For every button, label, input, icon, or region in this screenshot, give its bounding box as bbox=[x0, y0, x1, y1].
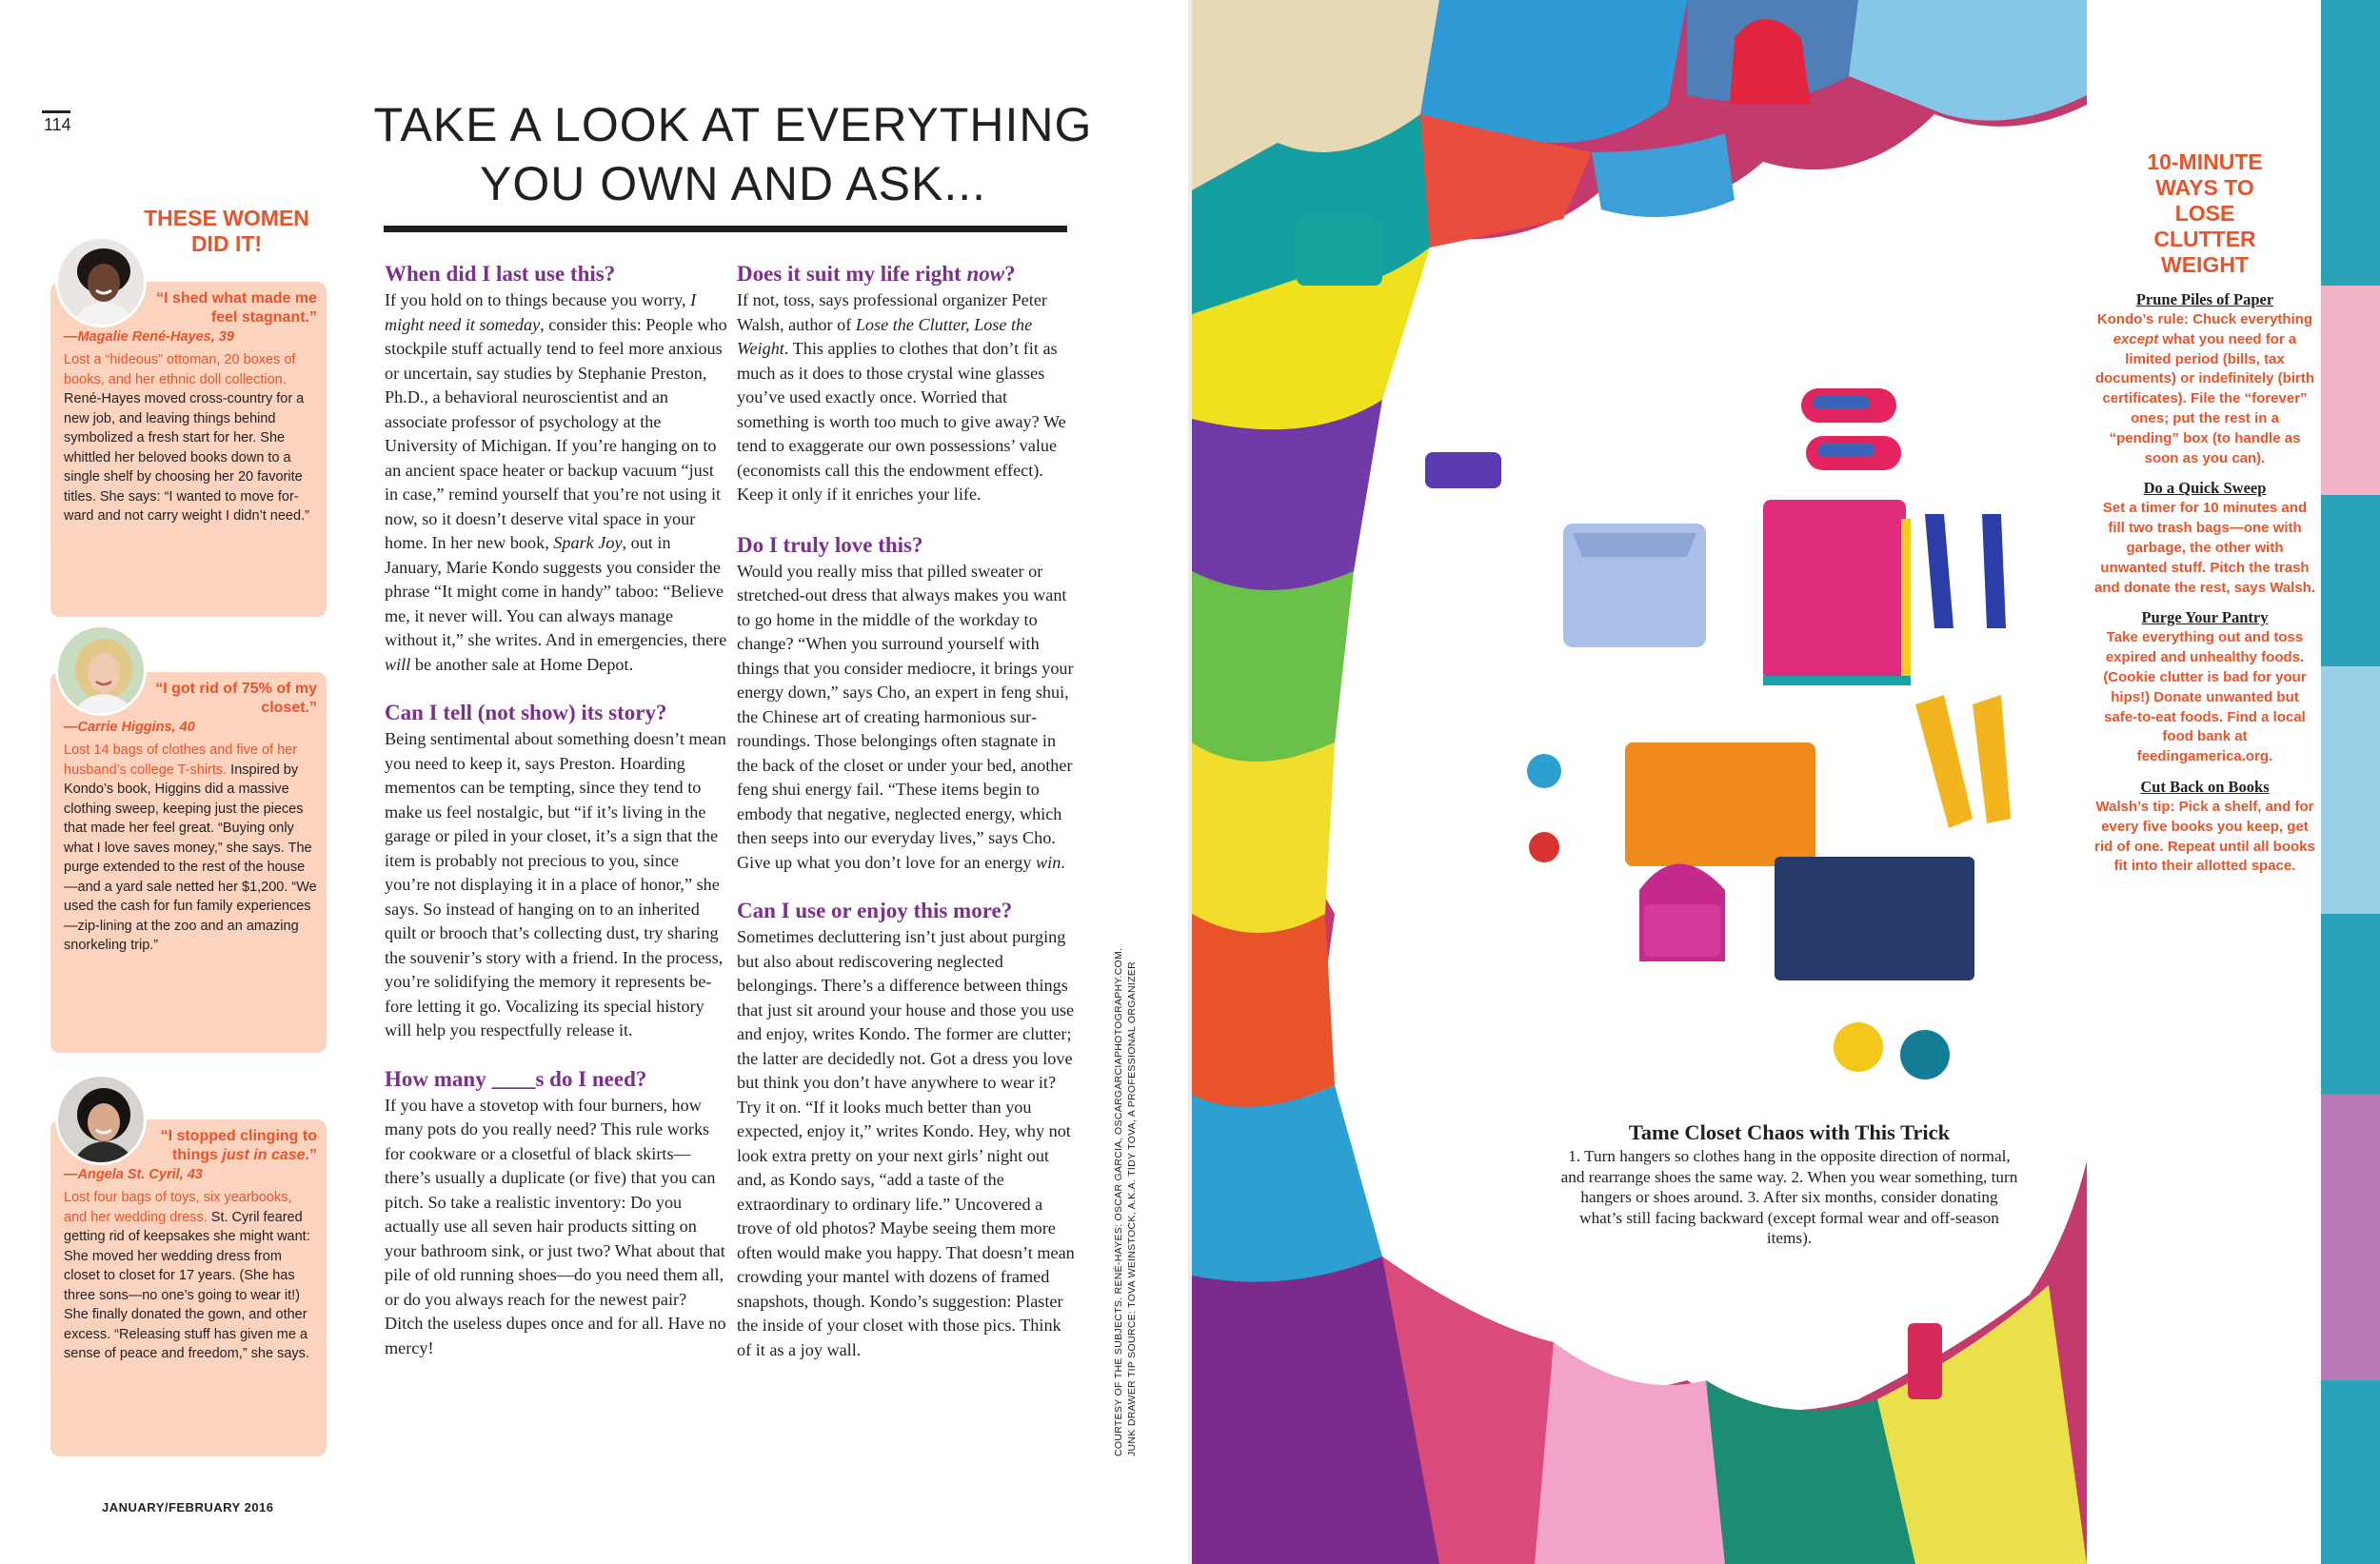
section-heading-use-more: Can I use or enjoy this more? bbox=[737, 899, 1013, 922]
headline-line-2: YOU OWN AND ASK... bbox=[480, 157, 986, 210]
section-heading-story: Can I tell (not show) its story? bbox=[385, 701, 667, 724]
teal-bag bbox=[1297, 219, 1382, 286]
red-phone-case bbox=[1908, 1323, 1942, 1399]
body-emphasis: win bbox=[1036, 852, 1061, 872]
section-heading-love: Do I truly love this? bbox=[737, 532, 923, 557]
profile-story-lead: Lost a “hideous” ottoman, 20 boxes of books, and her ethnic doll collection. bbox=[64, 352, 296, 387]
folded-sweaters bbox=[1763, 500, 1906, 681]
profile-story-lead: Lost four bags of toys, six yearbooks, and her wedding dress. bbox=[64, 1190, 292, 1225]
body-text: If not, toss, says professional organizer Peter Walsh, author of bbox=[737, 290, 1047, 334]
tip-heading-pantry: Purge Your Pantry bbox=[2141, 608, 2269, 627]
profile-story bbox=[64, 350, 317, 526]
jeans bbox=[1775, 857, 1974, 980]
closet-trick-box bbox=[1558, 1119, 2020, 1249]
section-heading-suit-life bbox=[737, 261, 1080, 287]
avatar-higgins bbox=[55, 624, 147, 716]
profile-card-higgins bbox=[50, 672, 327, 1053]
teal-scarf bbox=[1900, 1030, 1950, 1079]
tip-heading-paper: Prune Piles of Paper bbox=[2135, 290, 2274, 308]
tip-heading-books: Cut Back on Books bbox=[2140, 777, 2270, 796]
section-body-use-more: Sometimes decluttering isn’t just about purging but also about rediscovering neglected belongings. There’s a difference between things that just sit around your house and those you use and enjoy, writes Kondo. The former are clutter; the latter are decidedly not. Got a dress you love but think you don’t have anywhere to wear it? Try it on. “If it looks much better than you expected, enjoy it,” writes Kondo. Hey, why not look extra pretty on your next girls’ night out and, as Kondo says, “add a taste of the extraordinary to ordinary life.” Uncovered a trove of old photos? Maybe seeing them more often would make you happy. That doesn’t mean crowding your mantel with dozens of framed snapshots, though. Kondo’s suggestion: Plaster the inside of your closet with those pics. Think of it as a joy wall. bbox=[737, 927, 1075, 1359]
profile-quote-text: “I stopped clinging to things bbox=[160, 1128, 317, 1163]
headline-rule bbox=[384, 226, 1067, 232]
right-page bbox=[1192, 0, 2380, 1564]
page-headline bbox=[371, 95, 1095, 213]
tips-title-line: WAYS TO bbox=[2155, 175, 2254, 200]
tip-body-sweep: Set a timer for 10 minutes and fill two trash bags—one with garbage, the other with unwanted stuff. Pitch the trash and donate the rest, says Walsh. bbox=[2094, 500, 2316, 596]
avatar-rene-hayes bbox=[55, 236, 147, 327]
profile-byline: —Magalie René-Hayes, 39 bbox=[64, 329, 234, 345]
blue-bracelet bbox=[1527, 754, 1561, 788]
photo-credit bbox=[1112, 942, 1139, 1456]
profile-quote: “I shed what made me feel stagnant.” bbox=[156, 290, 317, 326]
closet-trick-title: Tame Closet Chaos with This Trick bbox=[1628, 1120, 1951, 1144]
closet-trick-body: 1. Turn hangers so clothes hang in the opposite direction of normal, and rearrange shoes the same way. 2. When you wear something, turn hangers or shoes around. 3. After six months, consider donating what’s still facing backward (except formal wear and off-season items). bbox=[1560, 1147, 2018, 1247]
body-book-title: Spark Joy bbox=[553, 533, 623, 552]
orange-pants bbox=[1625, 742, 1815, 866]
profile-quote: “I got rid of 75% of my closet.” bbox=[155, 681, 317, 716]
left-page bbox=[0, 0, 1188, 1564]
body-text: be another sale at Home Depot. bbox=[410, 654, 634, 674]
profile-quote-end: .” bbox=[305, 1147, 317, 1163]
yellow-scarf bbox=[1834, 1022, 1883, 1072]
sidebar-title bbox=[112, 206, 341, 257]
profile-story bbox=[64, 741, 317, 956]
section-heading-how-many: How many ____s do I need? bbox=[385, 1066, 647, 1091]
red-bangles bbox=[1529, 832, 1559, 862]
sidebar-title-line-1: THESE WOMEN bbox=[144, 206, 309, 230]
profile-story-text: Inspired by Kondo’s book, Higgins did a massive clothing sweep, keeping just the pieces that made her feel great. “Buying only what I love saves money,” she says. The purge extended to the rest of the house—and a yard sale netted her $1,200. “We used the cash for fun family experiences—zip-lining at the zoo and an amazing snorkeling trip.” bbox=[64, 762, 317, 953]
page-number: 114 bbox=[44, 115, 71, 134]
body-text: If you hold on to things because you worry, bbox=[385, 290, 691, 309]
body-text: . bbox=[1061, 852, 1065, 872]
tips-title-line: WEIGHT bbox=[2161, 252, 2249, 277]
tip-text: what you need for a limited period (bills, tax documents) or indefinitely (birth certificates). File the “forever” ones; put the rest in a “pending” box (to handle as soon as you can). bbox=[2094, 330, 2314, 466]
tip-body-paper bbox=[2094, 310, 2315, 468]
tip-text: Kondo’s rule: Chuck everything bbox=[2096, 311, 2313, 327]
section-body-how-many: If you have a stovetop with four burners, how many pots do you really need? This rule works for cookware or a closetful of black skirts—there’s usually a duplicate (or five) that you can pitch. So take a realistic inventory: Do you actually use all seven hair products sitting on your bathroom sink, or just two? What about that pile of old running shoes—do you need them all, or do you always reach for the newest pair? Ditch the useless dupes once and for all. Have no mercy! bbox=[385, 1095, 726, 1357]
tips-list bbox=[2094, 289, 2315, 886]
tips-title bbox=[2092, 149, 2317, 278]
issue-date-footer: JANUARY/FEBRUARY 2016 bbox=[102, 1500, 274, 1515]
tip-body-books: Walsh’s tip: Pick a shelf, and for every five books you keep, get rid of one. Repeat until all books fit into their allotted space. bbox=[2094, 798, 2315, 875]
profile-byline: —Carrie Higgins, 40 bbox=[64, 720, 195, 735]
body-text: . This applies to clothes that don’t fit as much as it does to those crystal wine glasses you’ve used exactly once. Worried that something is worth too much to give away? We tend to exaggerate our own possessions’ value (economists call this the endowment effect). Keep it only if it enriches your life. bbox=[737, 339, 1066, 504]
profile-story-text: René-Hayes moved cross-country for a new job, and leaving things behind symbolized a fresh start for her. She whittled her beloved books down to a single shelf by choosing her 20 favorite titles. She says: “I wanted to move forward and not carry weight I didn’t need.” bbox=[64, 391, 309, 524]
body-text: , out in January, Marie Kondo suggests you consider the phrase “It might come in handy” taboo: “Believe me, it never will. You can always manage without it,” she writes. And in emergencies, there bbox=[385, 533, 727, 649]
profile-story-lead: Lost 14 bags of clothes and five of her husband’s college T-shirts. bbox=[64, 742, 298, 778]
sidebar-title-line-2: DID IT! bbox=[190, 231, 263, 256]
section-body-love bbox=[737, 560, 1080, 876]
photo-credit-line-2: JUNK DRAWER TIP SOURCE: TOVA WEINSTOCK, A.K.A. TIDY TOVA, A PROFESSIONAL ORGANIZER bbox=[1126, 961, 1138, 1456]
body-emphasis: will bbox=[385, 654, 411, 674]
section-heading-last-use: When did I last use this? bbox=[385, 262, 616, 286]
profile-card-st-cyril bbox=[50, 1119, 327, 1456]
tips-title-line: LOSE bbox=[2174, 201, 2235, 226]
avatar-st-cyril bbox=[55, 1074, 147, 1165]
body-text: Would you really miss that pilled sweater or stretched-out dress that always makes you want to go home in the middle of the workday to change? “When you surround yourself with things that you consider mediocre, it brings your energy down,” says Cho, an expert in feng shui, the Chinese art of creating harmonious surroundings. Those belongings often stagnate in the back of the closet or under your bed, another feng shui energy fail. “These items begin to embody that negative, neglected energy, which then seeps into our everyday lives,” says Cho. Give up what you don’t love for an energy bbox=[737, 561, 1074, 872]
page-number-rule bbox=[42, 110, 70, 113]
tips-title-line: CLUTTER bbox=[2153, 227, 2256, 251]
body-emphasis: I might need it someday bbox=[385, 290, 697, 334]
section-body-suit-life bbox=[737, 288, 1080, 507]
section-body-last-use bbox=[385, 288, 727, 677]
profile-quote-emphasis: just in case bbox=[222, 1147, 306, 1163]
section-body-story: Being sentimental about something doesn’t mean you need to keep it, says Preston. Hoarding mementos can be tempting, since they tend to make us feel nostalgic, but “if it’s living in the garage or piled in your closet, it’s a sign that the item is probably not precious to you, since you’re not displaying it in a place of honor,” she says. So instead of hanging on to an inherited quilt or brooch that’s collecting dust, try sharing the souvenir’s story with a friend. In the process, you’re solidifying the memory it represents before letting it go. Vocalizing its special history will help you respectfully release it. bbox=[385, 729, 726, 1039]
body-book-title: Lose the Clutter, Lose the Weight bbox=[737, 314, 1033, 358]
profile-card-rene-hayes bbox=[50, 282, 327, 617]
heading-text: Does it suit my life right bbox=[737, 262, 967, 286]
article-column-2 bbox=[737, 261, 1080, 1362]
profile-story bbox=[64, 1188, 317, 1364]
photo-credit-line-1: COURTESY OF THE SUBJECTS. RENÉ-HAYES: OSCAR GARCIA, OSCARGARCIAPHOTOGRAPHY.COM. bbox=[1113, 947, 1124, 1456]
heading-emphasis: now bbox=[966, 262, 1005, 286]
tips-title-line: 10-MINUTE bbox=[2147, 149, 2263, 174]
tip-heading-sweep: Do a Quick Sweep bbox=[2143, 479, 2267, 498]
article-column-1 bbox=[385, 261, 727, 1360]
tip-emphasis: except bbox=[2112, 330, 2159, 347]
tip-body-pantry: Take everything out and toss expired and unhealthy foods. (Cookie clutter is bad for your hips!) Donate unwanted but safe-to-eat foods. Find a local food bank at feedingamerica.org. bbox=[2103, 629, 2307, 765]
purple-clutch bbox=[1425, 452, 1501, 488]
profile-story-text: St. Cyril feared getting rid of keepsakes she might want: She moved her wedding dress from closet to closet for 17 years. (She has three sons—no one’s going to wear it!) She finally donated the gown, and other excess. “Releasing stuff has given me a sense of peace and freedom,” she says. bbox=[64, 1209, 310, 1361]
profile-byline: —Angela St. Cyril, 43 bbox=[64, 1167, 203, 1182]
body-text: , consider this: People who stockpile stuff actually tend to feel more anxious or uncertain, say studies by Stephanie Preston, Ph.D., a behavioral neuroscientist and an associate professor of psychology at the University of Michigan. If you’re hanging on to an ancient space heater or backup vacuum “just in case,” remind yourself that you’re not using it now, so it doesn’t deserve vital space in your home. In her new book, bbox=[385, 314, 727, 552]
headline-line-1: TAKE A LOOK AT EVERYTHING bbox=[373, 98, 1093, 151]
heading-text: ? bbox=[1004, 262, 1016, 286]
